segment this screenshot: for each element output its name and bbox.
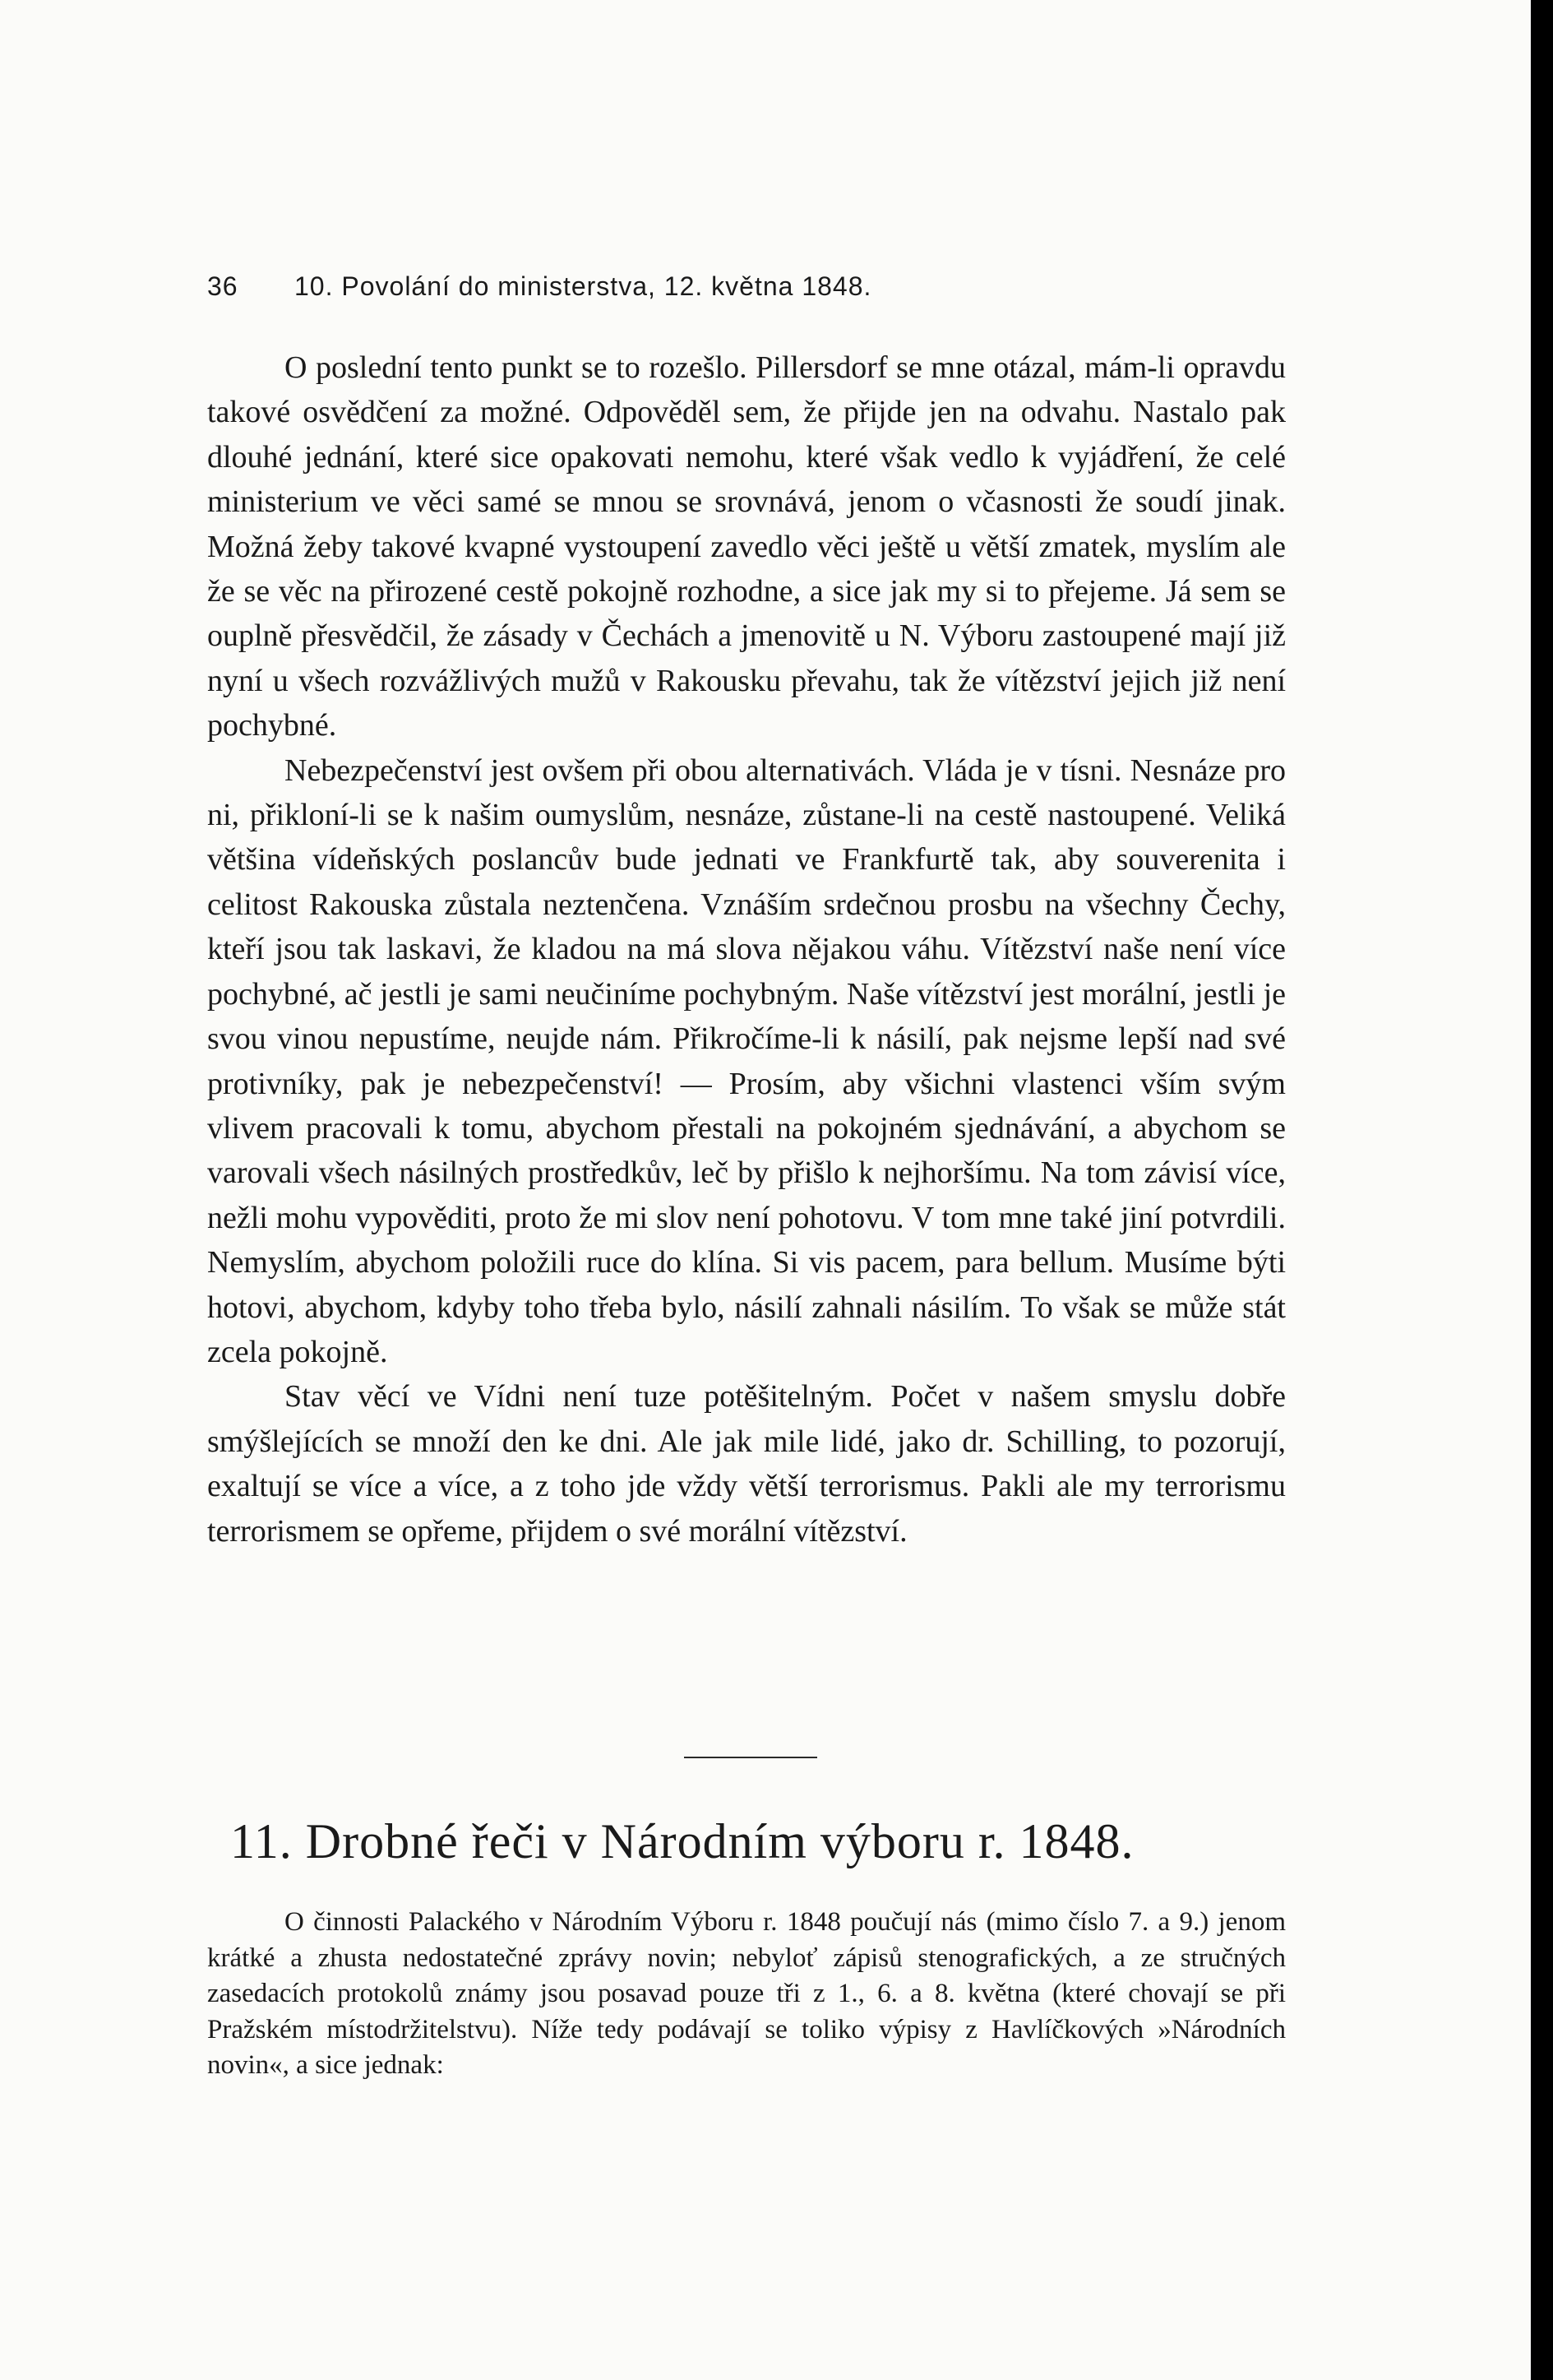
section-title: 11. Drobné řeči v Národním výboru r. 1848. (230, 1814, 1135, 1868)
section-divider (684, 1757, 817, 1758)
paragraph: Nebezpečenství jest ovšem při obou alternativách. Vláda je v tísni. Nesnáze pro ni, přikloní-li se k našim oumyslům, nesnáze, zůstane-li na cestě nastoupené. Veliká většina vídeňských poslancův bude jednati ve Frankfurtě tak, aby souverenita i celitost Rakouska zůstala neztenčena. Vznáším srdečnou prosbu na všechny Čechy, kteří jsou tak laskavi, že kladou na má slova nějakou váhu. Vítězství naše není více pochybné, ač jestli je sami neučiníme pochybným. Naše vítězství jest morální, jestli je svou vinou nepustíme, neujde nám. Přikročíme-li k násilí, pak nejsme lepší nad své protivníky, pak je nebezpečenství! — Prosím, aby všichni vlastenci vším svým vlivem pracovali k tomu, abychom přestali na pokojném sjednávání, a abychom se varovali všech násilných prostředkův, leč by přišlo k nejhoršímu. Na tom závisí více, nežli mohu vypověditi, proto že mi slov není pohotovu. V tom mne také jiní potvrdili. Nemyslím, abychom položili ruce do klína. Si vis pacem, para bellum. Musíme býti hotovi, abychom, kdyby toho třeba bylo, násilí zahnali násilím. To však se může stát zcela pokojně. (207, 752, 1286, 1369)
running-head: 10. Povolání do ministerstva, 12. května 1848. (294, 271, 872, 301)
section-note (207, 1905, 1286, 2084)
note-paragraph: O činnosti Palackého v Národním Výboru r. 1848 poučují nás (mimo číslo 7. a 9.) jenom krátké a zhusta nedostatečné zprávy novin; nebyloť zápisů stenografických, a ze stručných zasedacích protokolů známy jsou posavad pouze tři z 1., 6. a 8. května (které chovají se při Pražském místodržitelstvu). Níže tedy podávají se toliko výpisy z Havlíčkových »Národních novin«, a sice jednak: (207, 1907, 1286, 2081)
paragraph: Stav věcí ve Vídni není tuze potěšitelným. Počet v našem smyslu dobře smýšlejících se množí den ke dni. Ale jak mile lidé, jako dr. Schilling, to pozorují, exaltují se více a více, a z toho jde vždy větší terrorismus. Pakli ale my terrorismu terrorismem se opřeme, přijdem o své morální vítězství. (207, 1379, 1286, 1549)
page-number: 36 (207, 271, 238, 301)
page-header (207, 271, 1292, 309)
paragraph: O poslední tento punkt se to rozešlo. Pillersdorf se mne otázal, mám-li opravdu takové osvědčení za možné. Odpověděl sem, že přijde jen na odvahu. Nastalo pak dlouhé jednání, které sice opakovati nemohu, které však vedlo k vyjádření, že celé ministerium ve věci samé se mnou se srovnává, jenom o včasnosti že soudí jinak. Možná žeby takové kvapné vystoupení zavedlo věci ještě u větší zmatek, myslím ale že se věc na přirozené cestě pokojně rozhodne, a sice jak my si to přejeme. Já sem se ouplně přesvědčil, že zásady v Čechách a jmenovitě u N. Výboru zastoupené mají již nyní u všech rozvážlivých mužů v Rakousku převahu, tak že vítězství jejich již není pochybné. (207, 350, 1286, 743)
scan-edge (1531, 0, 1553, 2380)
main-text (207, 345, 1286, 1553)
